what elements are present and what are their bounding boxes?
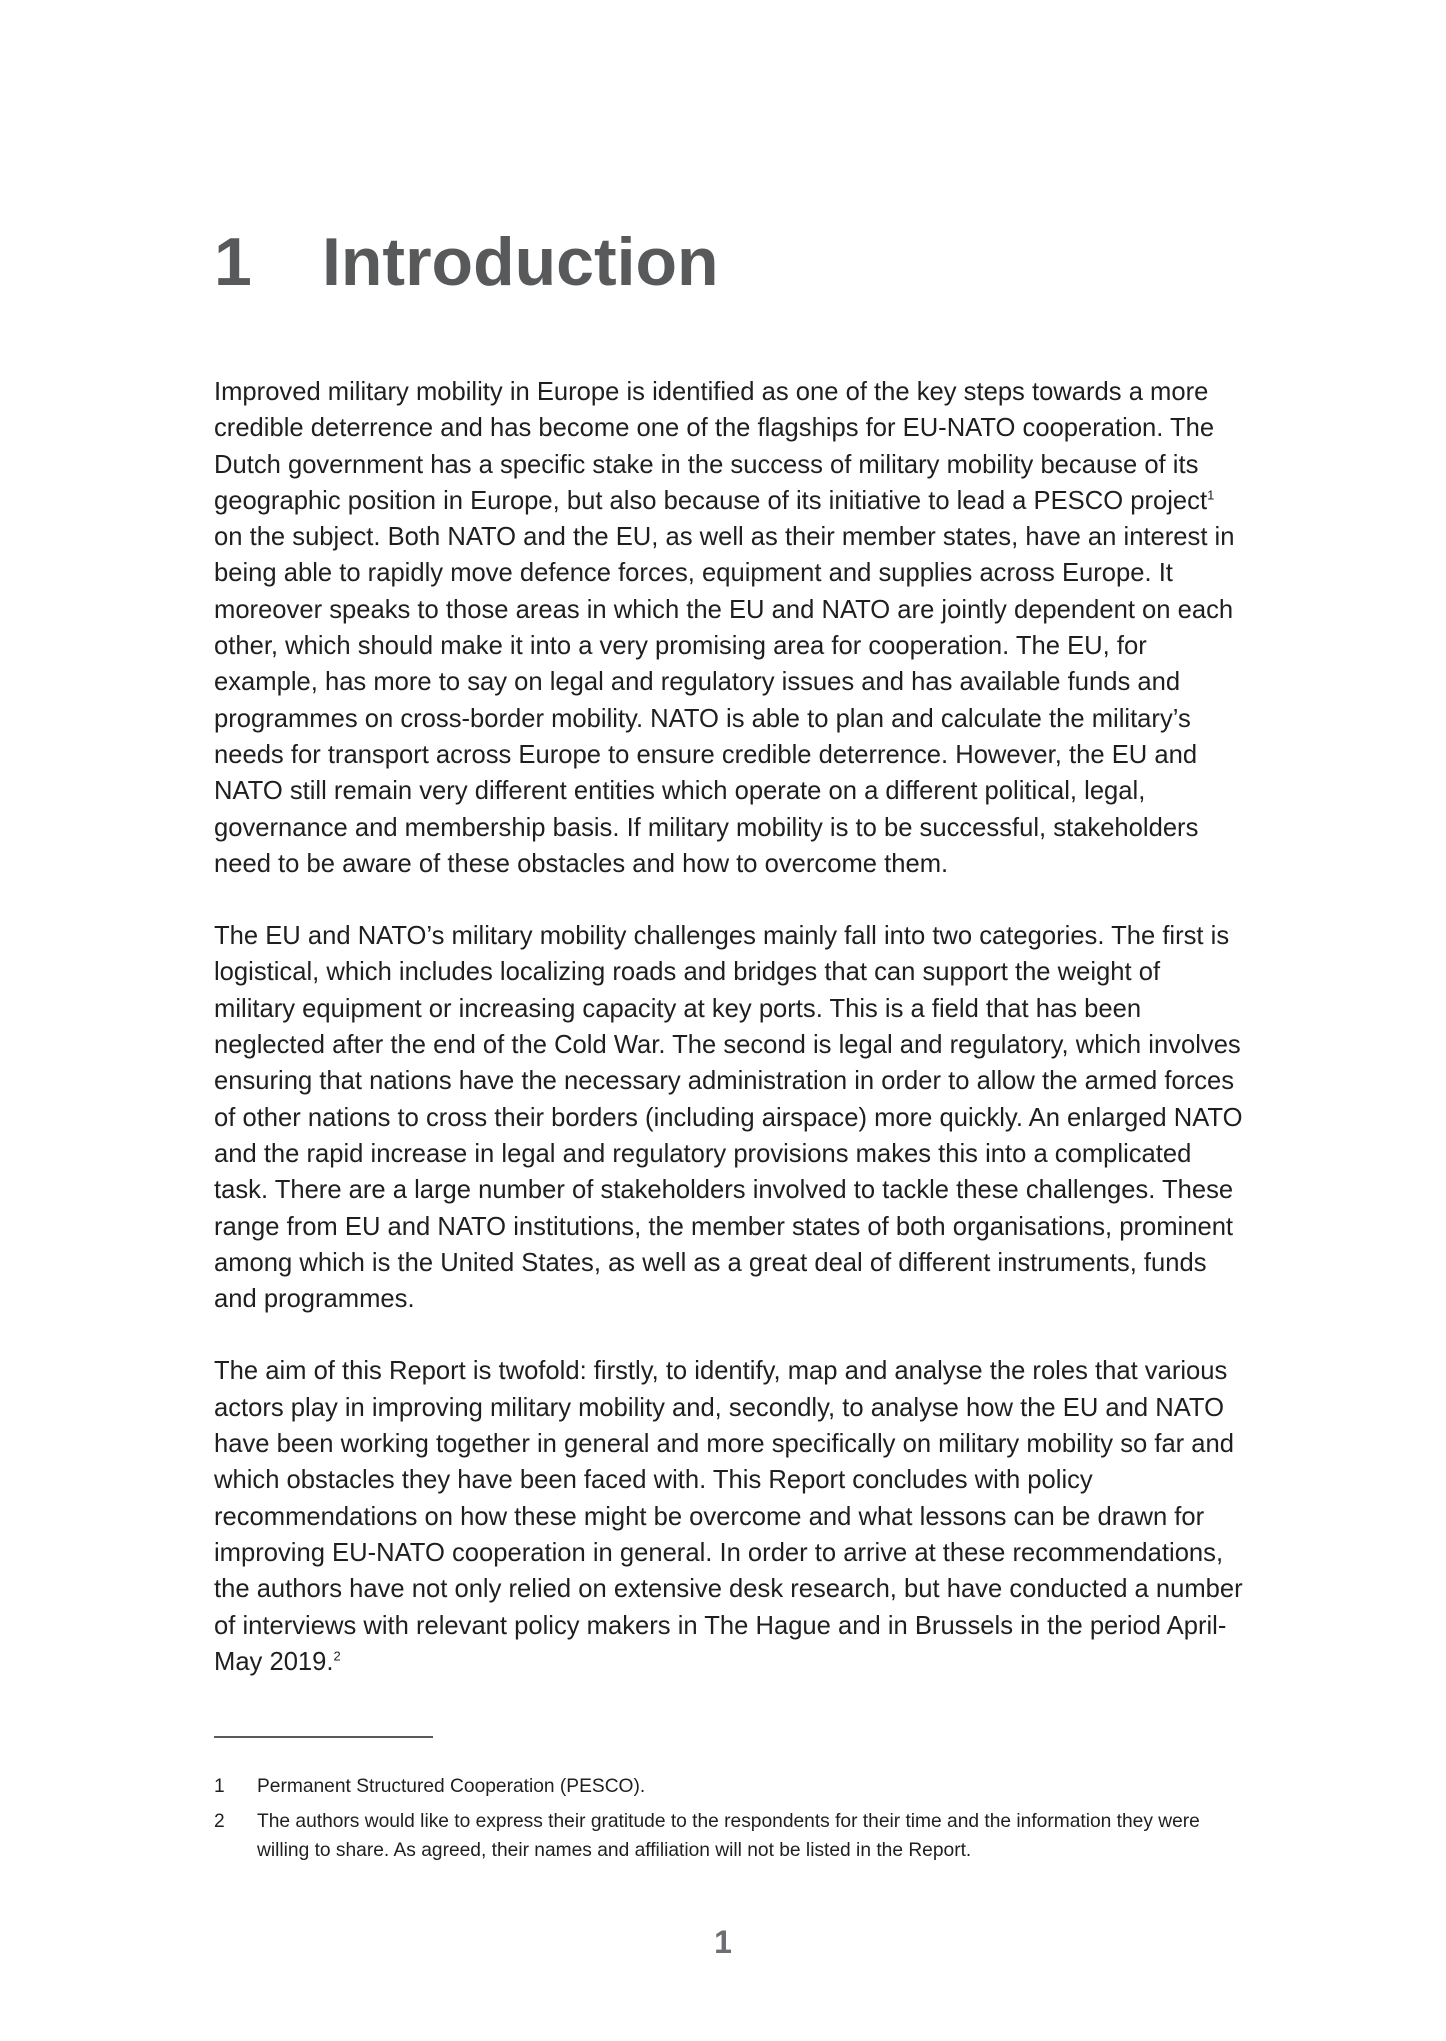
paragraph-3 [214, 1353, 1244, 1680]
footnote-2 [214, 1807, 1244, 1865]
footnote-number: 1 [214, 1776, 225, 1797]
footnotes [214, 1772, 1244, 1871]
paragraph-1 [214, 374, 1244, 882]
body-text [214, 374, 1244, 1716]
paragraph-2 [214, 918, 1244, 1317]
footnote-ref-1[interactable]: 1 [1207, 487, 1215, 503]
paragraph-2-text: The EU and NATO’s military mobility challenges mainly fall into two categories. The first is logistical, which includes localizing roads and bridges that can support the weight of military equipment or increasing capacity at key ports. This is a field that has been neglected after the end of the Cold War. The second is legal and regulatory, which involves ensuring that nations have the necessary administration in order to allow the armed forces of other nations to cross their borders (including airspace) more quickly. An enlarged NATO and the rapid increase in legal and regulatory provisions makes this into a complicated task. There are a large number of stakeholders involved to tackle these challenges. These range from EU and NATO institutions, the member states of both organisations, prominent among which is the United States, as well as a great deal of different instruments, funds and programmes. [214, 922, 1243, 1314]
paragraph-1-text: Improved military mobility in Europe is identified as one of the key steps towards a more credible deterrence and has become one of the flagships for EU-NATO cooperation. The Dutch government has a specific stake in the success of military mobility because of its geographic position in Europe, but also because of its initiative to lead a PESCO project [214, 378, 1215, 515]
footnote-number: 2 [214, 1811, 225, 1832]
footnote-1 [214, 1772, 1244, 1801]
footnote-ref-2[interactable]: 2 [333, 1648, 341, 1664]
chapter-title: Introduction [322, 224, 719, 300]
footnote-text: Permanent Structured Cooperation (PESCO). [257, 1776, 646, 1797]
paragraph-3-text: The aim of this Report is twofold: firstly, to identify, map and analyse the roles that various actors play in improving military mobility and, secondly, to analyse how the EU and NATO have been working together in general and more specifically on military mobility so far and which obstacles they have been faced with. This Report concludes with policy recommendations on how these might be overcome and what lessons can be drawn for improving EU-NATO cooperation in general. In order to arrive at these recommendations, the authors have not only relied on extensive desk research, but have conducted a number of interviews with relevant policy makers in The Hague and in Brussels in the period April-May 2019. [214, 1357, 1243, 1676]
paragraph-1-text-continued: on the subject. Both NATO and the EU, as well as their member states, have an interest in being able to rapidly move defence forces, equipment and supplies across Europe. It moreover speaks to those areas in which the EU and NATO are jointly dependent on each other, which should make it into a very promising area for cooperation. The EU, for example, has more to say on legal and regulatory issues and has available funds and programmes on cross-border mobility. NATO is able to plan and calculate the military’s needs for transport across Europe to ensure credible deterrence. However, the EU and NATO still remain very different entities which operate on a different political, legal, governance and membership basis. If military mobility is to be successful, stakeholders need to be aware of these obstacles and how to overcome them. [214, 523, 1235, 878]
page-number: 1 [714, 1924, 732, 1960]
chapter-number: 1 [214, 224, 252, 300]
footnote-separator [214, 1736, 433, 1738]
chapter-heading [214, 224, 719, 300]
footnote-text: The authors would like to express their gratitude to the respondents for their time and the information they were willing to share. As agreed, their names and affiliation will not be listed in the Report. [257, 1811, 1200, 1861]
